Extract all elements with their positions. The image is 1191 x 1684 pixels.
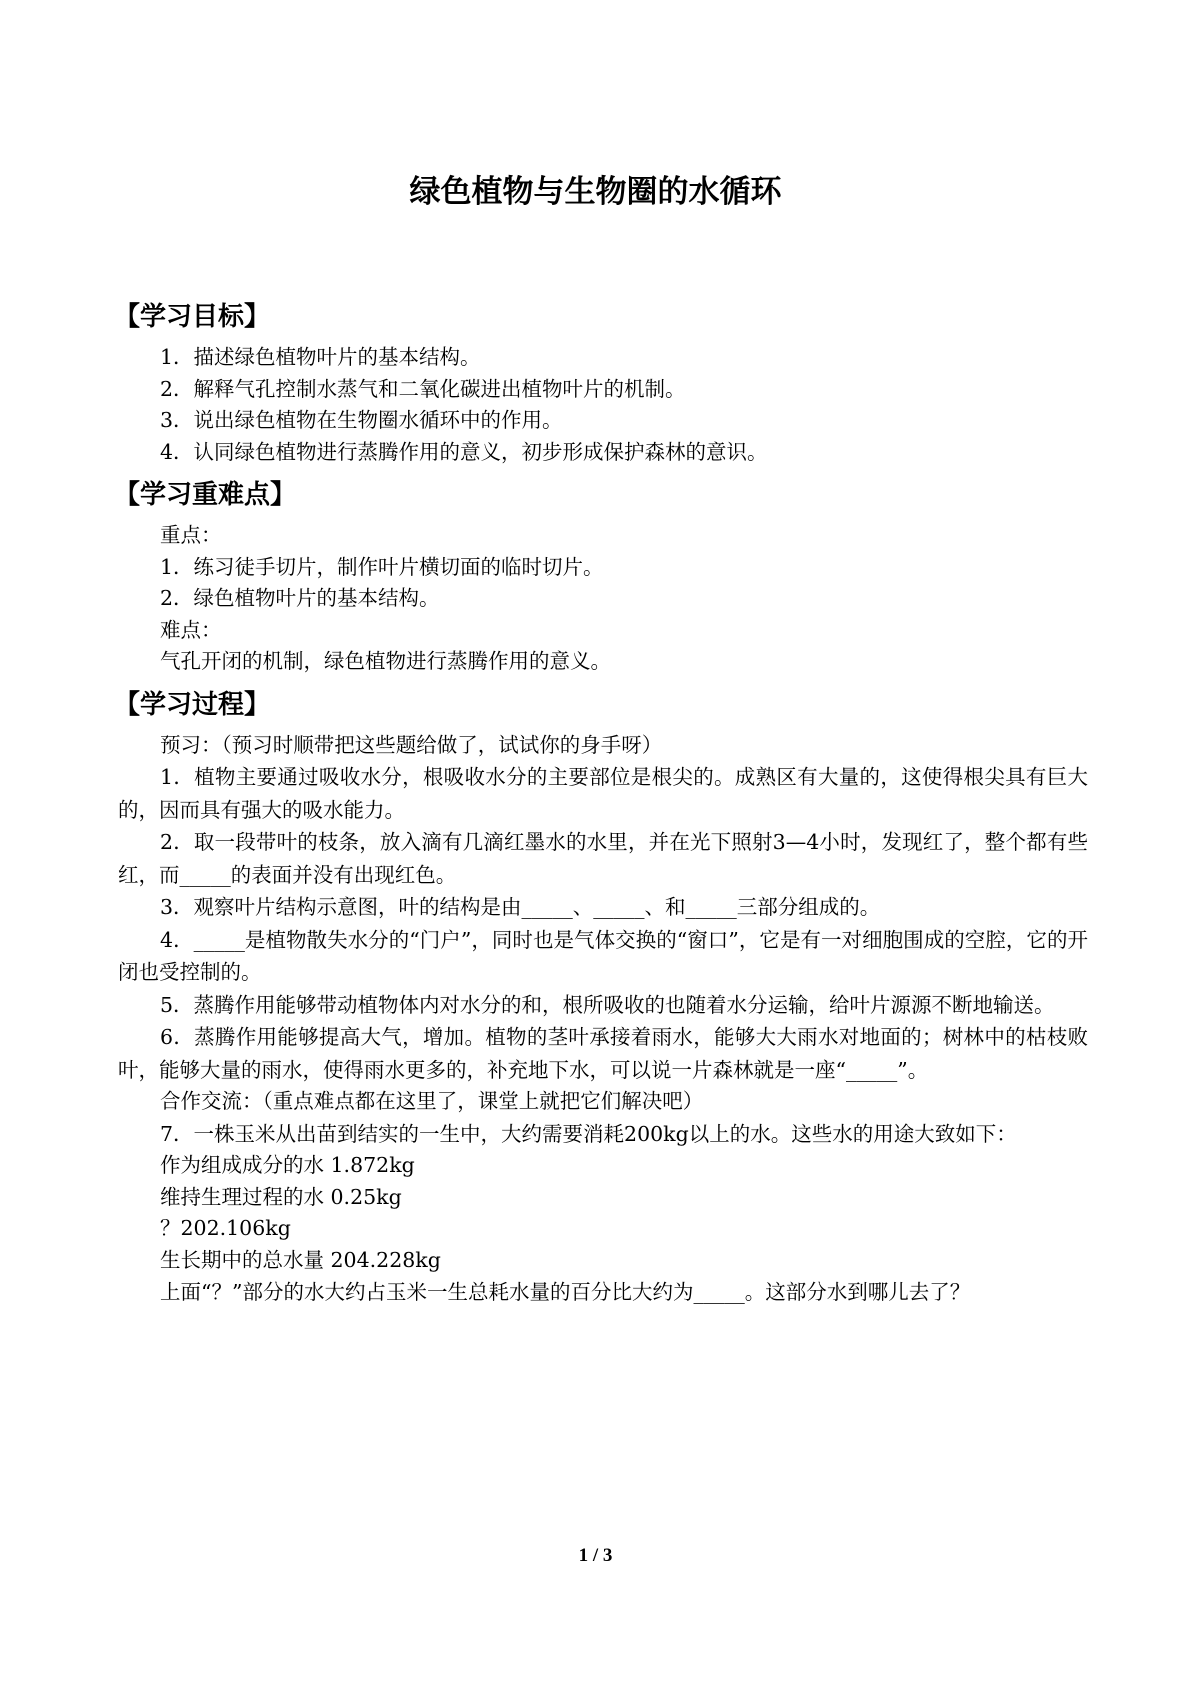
key-points-label: 重点： bbox=[160, 523, 222, 547]
preview-label: 预习：（预习时顺带把这些题给做了，试试你的身手呀） bbox=[160, 732, 663, 757]
water-use-item: 生长期中的总水量 204.228kg bbox=[160, 1247, 441, 1272]
objective-item: 2．解释气孔控制水蒸气和二氧化碳进出植物叶片的机制。 bbox=[160, 376, 686, 401]
objective-item: 1．描述绿色植物叶片的基本结构。 bbox=[160, 345, 481, 369]
question-7-end: 上面“？”部分的水大约占玉米一生总耗水量的百分比大约为_____。这部分水到哪儿去了？ bbox=[160, 1280, 971, 1304]
document-body bbox=[114, 296, 1088, 1309]
question-paragraph: 6．蒸腾作用能够提高大气，增加。植物的茎叶承接着雨水，能够大大雨水对地面的；树林中的枯枝败叶，能够大量的雨水，使得雨水更多的，补充地下水，可以说一片森林就是一座“_____”。 bbox=[118, 1025, 1088, 1082]
question-paragraph: 1．植物主要通过吸收水分，根吸收水分的主要部位是根尖的。成熟区有大量的，这使得根尖具有巨大的，因而具有强大的吸水能力。 bbox=[118, 765, 1088, 822]
question-paragraph: 3．观察叶片结构示意图，叶的结构是由_____、_____、和_____三部分组成的。 bbox=[160, 895, 881, 919]
difficult-points-text: 气孔开闭的机制，绿色植物进行蒸腾作用的意义。 bbox=[160, 649, 611, 673]
key-points-heading: 【学习重难点】 bbox=[114, 480, 297, 510]
page-number: 1 / 3 bbox=[578, 1545, 613, 1566]
key-point-item: 1．练习徒手切片，制作叶片横切面的临时切片。 bbox=[160, 554, 604, 579]
water-use-item: 作为组成成分的水 1.872kg bbox=[160, 1153, 415, 1177]
objective-item: 3．说出绿色植物在生物圈水循环中的作用。 bbox=[160, 408, 563, 432]
water-use-item: 维持生理过程的水 0.25kg bbox=[160, 1184, 402, 1209]
question-7: 7．一株玉米从出苗到结实的一生中，大约需要消耗200kg以上的水。这些水的用途大致如下： bbox=[160, 1121, 1017, 1146]
cooperation-label: 合作交流：（重点难点都在这里了，课堂上就把它们解决吧） bbox=[160, 1089, 704, 1113]
water-use-item: ？202.106kg bbox=[160, 1216, 291, 1240]
question-paragraph: 2．取一段带叶的枝条，放入滴有几滴红墨水的水里，并在光下照射3—4小时，发现红了，整个都有些红，而_____的表面并没有出现红色。 bbox=[118, 830, 1088, 887]
process-heading: 【学习过程】 bbox=[114, 689, 271, 720]
objective-item: 4．认同绿色植物进行蒸腾作用的意义，初步形成保护森林的意识。 bbox=[160, 439, 768, 464]
question-paragraph: 4．_____是植物散失水分的“门户”，同时也是气体交换的“窗口”，它是有一对细胞围成的空腔，它的开闭也受控制的。 bbox=[118, 927, 1088, 984]
question-paragraph: 5．蒸腾作用能够带动植物体内对水分的和，根所吸收的也随着水分运输，给叶片源源不断地输送。 bbox=[160, 992, 1055, 1017]
objectives-heading: 【学习目标】 bbox=[114, 302, 271, 332]
difficult-points-label: 难点： bbox=[160, 617, 222, 642]
document-title: 绿色植物与生物圈的水循环 bbox=[409, 174, 782, 210]
key-point-item: 2．绿色植物叶片的基本结构。 bbox=[160, 586, 440, 610]
